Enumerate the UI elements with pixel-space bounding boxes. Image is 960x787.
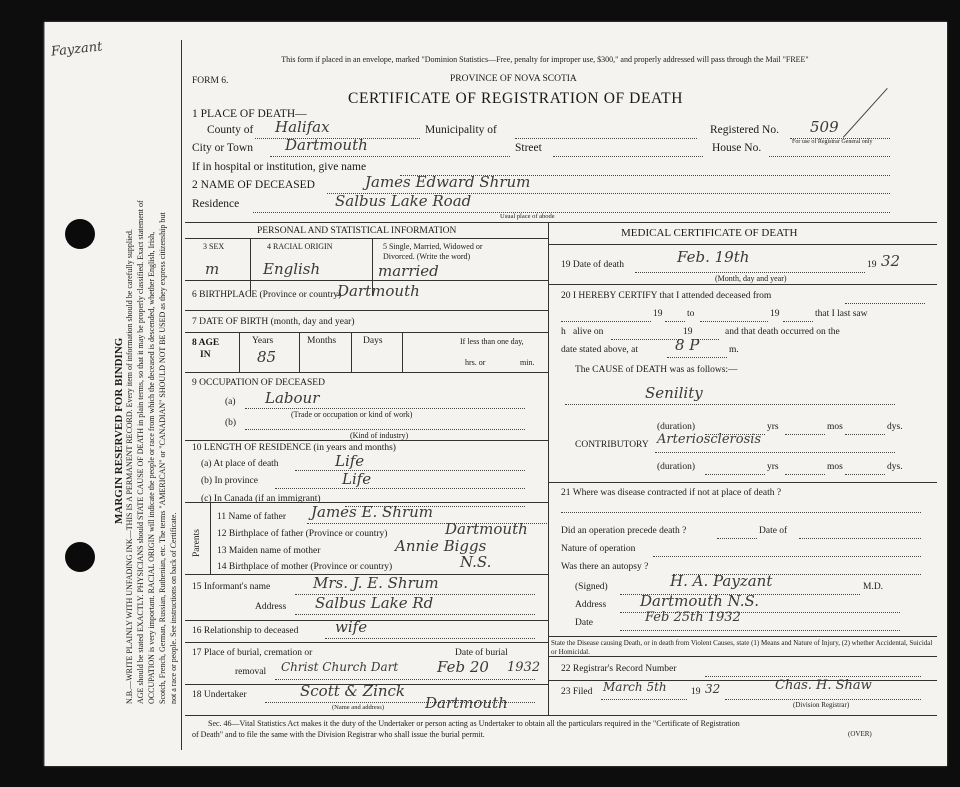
months-label: Months	[307, 336, 337, 346]
informant-label: 15 Informant's name	[192, 582, 271, 592]
registered-no-value: 509	[810, 118, 839, 136]
age-label-a: 8 AGE	[192, 338, 220, 348]
record-number-label: 22 Registrar's Record Number	[561, 664, 677, 674]
margin-border	[181, 40, 182, 750]
city-value: Dartmouth	[285, 136, 368, 154]
punch-hole-top	[65, 219, 95, 249]
years-label: Years	[252, 336, 274, 346]
cause-label: The CAUSE of DEATH was as follows:—	[575, 365, 738, 375]
occupation-b-label: (b)	[225, 418, 237, 428]
registered-no-label: Registered No.	[710, 124, 779, 136]
county-value: Halifax	[275, 118, 330, 136]
and-death-occurred-label: and that death occurred on the	[725, 327, 840, 337]
city-label: City or Town	[192, 142, 253, 154]
father-name-label: 11 Name of father	[217, 512, 287, 522]
county-label: County of	[207, 124, 254, 136]
undertaker-place-value: Dartmouth	[425, 694, 508, 712]
res-province-value: Life	[342, 470, 372, 488]
cause-mos-label: mos	[827, 422, 843, 432]
mother-name-value: Annie Biggs	[395, 537, 487, 555]
med-date-label: Date	[575, 618, 593, 628]
cause-dys-label: dys.	[887, 422, 903, 432]
birthplace-label: 6 BIRTHPLACE (Province or country)	[192, 290, 342, 300]
filed-value: March 5th	[603, 680, 667, 694]
sex-label: 3 SEX	[203, 242, 225, 251]
burial-year-value: 1932	[507, 660, 541, 675]
res-province-label: (b) In province	[201, 476, 258, 486]
occupation-a-note: (Trade or occupation or kind of work)	[291, 410, 413, 419]
alive-19: 19	[683, 327, 693, 337]
occupation-b-note: (Kind of industry)	[350, 431, 409, 440]
med-address-label: Address	[575, 600, 607, 610]
margin-instruction-4: Scotch, French, German, Russian, Ruthenian, etc. The terms "AMERICAN" or "CANADIAN" SHOULD NOT BE USED as they express citizenship but	[158, 212, 167, 704]
md-label: M.D.	[863, 582, 884, 592]
contrib-yrs-label: yrs	[767, 462, 779, 472]
punch-hole-bottom	[65, 542, 95, 572]
cause-value: Senility	[645, 384, 703, 402]
residence-length-label: 10 LENGTH OF RESIDENCE (in years and months)	[192, 443, 396, 453]
cause-duration-label: (duration)	[657, 422, 695, 432]
undertaker-note: (Name and address)	[332, 704, 384, 711]
filed-year-prefix: 19	[691, 687, 701, 697]
res-canada-label: (c) In Canada (if an immigrant)	[201, 494, 321, 504]
violent-causes-note: State the Disease causing Death, or in death from Violent Causes, state (1) Means and Nature of Injury, (2) whether Accidental, Suicidal or Homicidal.	[551, 639, 933, 656]
death-year-prefix: 19	[867, 260, 877, 270]
registrar-signature: Chas. H. Shaw	[775, 678, 872, 693]
marital-label-a: 5 Single, Married, Widowed or	[383, 242, 483, 251]
undertaker-label: 18 Undertaker	[192, 690, 247, 700]
contrib-duration-label: (duration)	[657, 462, 695, 472]
sex-value: m	[205, 260, 220, 278]
margin-instruction-3: OCCUPATION is very important. RACIAL ORIGIN will indicate the people or race from which the deceased is descended, whether English, Irish,	[147, 231, 156, 704]
death-date-label: 19 Date of death	[561, 260, 625, 270]
less-than-day-label: If less than one day,	[460, 337, 524, 346]
footer-line-1: Sec. 46—Vital Statistics Act makes it the duty of the Undertaker or person acting as Undertaker to obtain all the particulars required in the "Certificate of Registration	[208, 719, 740, 728]
contributory-value: Arteriosclerosis	[657, 432, 762, 447]
death-date-value: Feb. 19th	[677, 248, 750, 266]
relationship-value: wife	[335, 618, 368, 636]
place-of-death-heading: 1 PLACE OF DEATH—	[192, 108, 307, 120]
marital-value: married	[378, 262, 439, 280]
burial-label: 17 Place of burial, cremation or	[192, 648, 313, 658]
birthplace-value: Dartmouth	[337, 282, 420, 300]
medical-heading: MEDICAL CERTIFICATE OF DEATH	[621, 227, 798, 239]
hrs-label: hrs. or	[465, 358, 486, 367]
form-number: FORM 6.	[192, 76, 229, 86]
mother-birthplace-label: 14 Birthplace of mother (Province or country)	[217, 562, 393, 572]
years-value: 85	[257, 348, 277, 366]
footer-over: (OVER)	[848, 730, 872, 738]
burial-date-label: Date of burial	[455, 648, 508, 658]
envelope-notice: This form if placed in an envelope, marked "Dominion Statistics—Free, penalty for improper use, $300," and properly addressed will pass through the Mail "FREE"	[281, 55, 809, 64]
operation-label: Did an operation precede death ?	[561, 526, 687, 536]
relationship-label: 16 Relationship to deceased	[192, 626, 299, 636]
occupation-label: 9 OCCUPATION OF DECEASED	[192, 378, 325, 388]
burial-date-value: Feb 20	[437, 658, 489, 676]
margin-instruction-2: AGE should be stated EXACTLY. PHYSICIANS should STATE CAUSE OF DEATH in plain terms, so that it may be properly classified. Exact statement of	[136, 200, 145, 704]
certify-to: to	[687, 309, 695, 319]
hospital-label: If in hospital or institution, give name	[192, 161, 367, 173]
undertaker-value: Scott & Zinck	[300, 682, 406, 700]
certify-last-saw: that I last saw	[815, 309, 868, 319]
margin-instruction-5: not a race or people. See instructions on back of Certificate.	[169, 512, 178, 704]
deceased-name-value: James Edward Shrum	[365, 173, 531, 191]
mother-birthplace-value: N.S.	[460, 553, 492, 571]
date-of-birth-label: 7 DATE OF BIRTH (month, day and year)	[192, 317, 355, 327]
min-label: min.	[520, 358, 535, 367]
autopsy-label: Was there an autopsy ?	[561, 562, 649, 572]
racial-origin-label: 4 RACIAL ORIGIN	[267, 242, 333, 251]
time-of-death-value: 8 P	[675, 336, 700, 354]
residence-value: Salbus Lake Road	[335, 192, 472, 210]
margin-instruction-1: N.B.—WRITE PLAINLY WITH UNFADING INK—THIS IS A PERMANENT RECORD. Every item of information should be carefully supplied.	[125, 229, 134, 704]
cause-yrs-label: yrs	[767, 422, 779, 432]
column-divider	[548, 222, 549, 715]
burial-place-value: Christ Church Dart	[281, 660, 399, 674]
burial-label-removal: removal	[235, 667, 267, 677]
contrib-dys-label: dys.	[887, 462, 903, 472]
street-label: Street	[515, 142, 542, 154]
corner-note: Fayzant	[50, 39, 104, 60]
informant-address-label: Address	[255, 602, 287, 612]
certify-19-from: 19	[653, 309, 663, 319]
division-registrar-note: (Division Registrar)	[793, 701, 850, 709]
certificate-title: CERTIFICATE OF REGISTRATION OF DEATH	[348, 90, 683, 107]
contrib-mos-label: mos	[827, 462, 843, 472]
footer-line-2: of Death" and to file the same with the Division Registrar who shall issue the burial permit.	[192, 730, 485, 739]
marital-label-b: Divorced. (Write the word)	[383, 252, 471, 261]
operation-date-label: Date of	[759, 526, 788, 536]
registrar-general-note: For use of Registrar General only	[792, 139, 873, 145]
contributory-label: CONTRIBUTORY	[575, 440, 649, 450]
informant-address-value: Salbus Lake Rd	[315, 594, 434, 612]
deceased-name-label: 2 NAME OF DECEASED	[192, 179, 315, 191]
racial-origin-value: English	[263, 260, 321, 278]
death-year-value: 32	[881, 252, 901, 270]
signed-value: H. A. Payzant	[670, 572, 773, 590]
alive-h: h	[561, 327, 566, 337]
death-date-note: (Month, day and year)	[715, 274, 787, 283]
res-at-place-label: (a) At place of death	[201, 459, 279, 469]
parents-label: Parents	[192, 529, 202, 557]
residence-note: Usual place of abode	[500, 213, 555, 220]
date-stated-label: date stated above, at	[561, 345, 639, 355]
certificate-sheet	[44, 22, 947, 766]
certify-19-to: 19	[770, 309, 780, 319]
age-label-b: IN	[200, 350, 211, 360]
informant-value: Mrs. J. E. Shrum	[313, 574, 439, 592]
certify-label: 20 I HEREBY CERTIFY that I attended deceased from	[561, 291, 772, 301]
father-name-value: James E. Shrum	[311, 503, 433, 521]
personal-heading: PERSONAL AND STATISTICAL INFORMATION	[257, 226, 457, 236]
residence-label: Residence	[192, 198, 240, 210]
margin-heading: MARGIN RESERVED FOR BINDING	[113, 337, 125, 524]
mother-name-label: 13 Maiden name of mother	[217, 546, 321, 556]
med-date-value: Feb 25th 1932	[645, 610, 741, 625]
province-name: PROVINCE OF NOVA SCOTIA	[450, 74, 577, 84]
med-address-value: Dartmouth N.S.	[640, 592, 759, 610]
father-birthplace-value: Dartmouth	[445, 520, 528, 538]
municipality-label: Municipality of	[425, 124, 497, 136]
filed-year-value: 32	[705, 682, 721, 696]
signed-label: (Signed)	[575, 582, 608, 592]
contracted-label: 21 Where was disease contracted if not at place of death ?	[561, 488, 782, 498]
res-at-place-value: Life	[335, 452, 365, 470]
filed-label: 23 Filed	[561, 687, 593, 697]
occupation-a-value: Labour	[265, 389, 320, 407]
occupation-a-label: (a)	[225, 397, 236, 407]
alive-on-label: alive on	[573, 327, 604, 337]
operation-nature-label: Nature of operation	[561, 544, 636, 554]
house-no-label: House No.	[712, 142, 762, 154]
days-label: Days	[363, 336, 383, 346]
father-birthplace-label: 12 Birthplace of father (Province or country)	[217, 529, 388, 539]
m-label: m.	[729, 345, 739, 355]
